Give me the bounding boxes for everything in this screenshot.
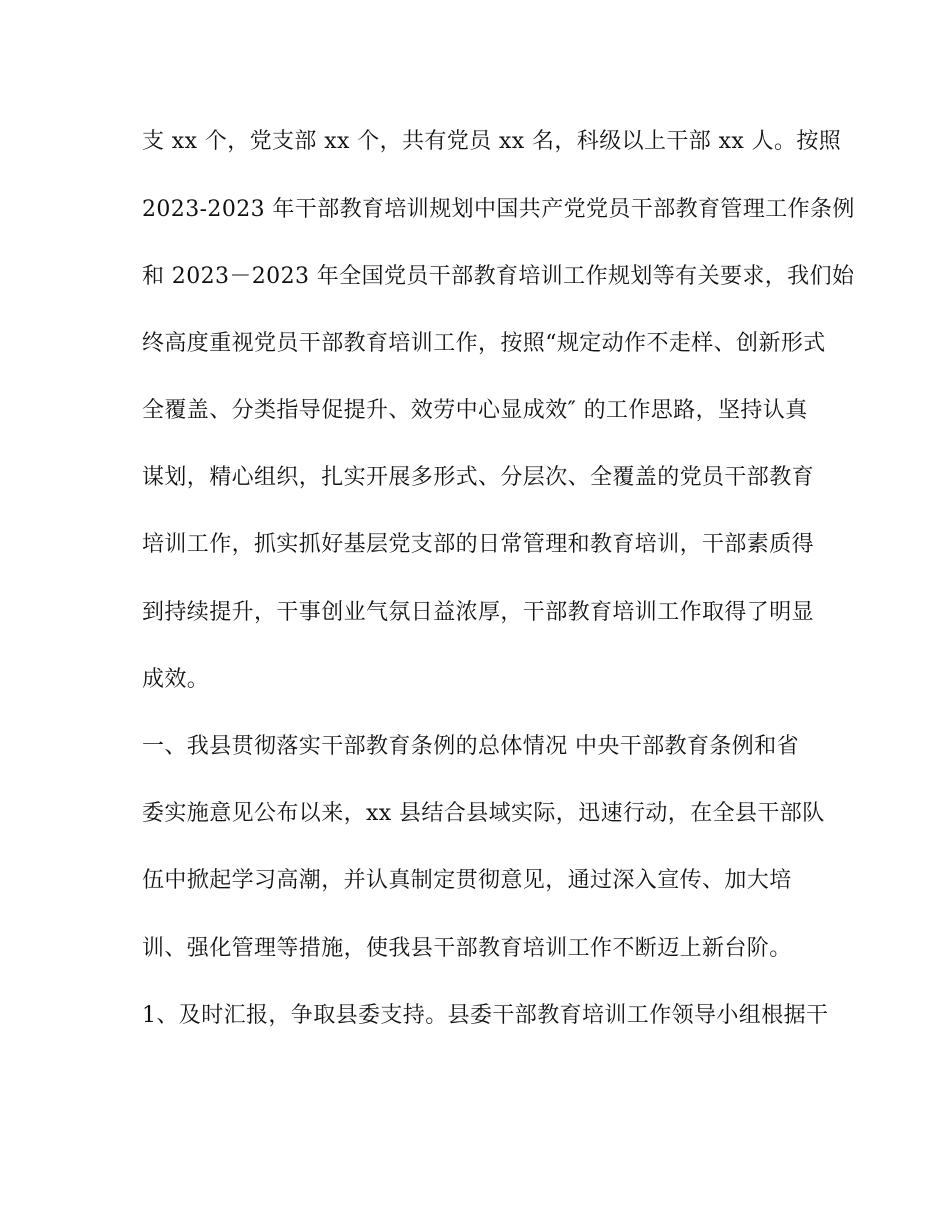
text-line-2: 2023-2023 年干部教育培训规划中国共产党党员干部教育管理工作条例 [142, 197, 855, 222]
text-line-9: 成效。 [142, 667, 210, 692]
text-line-1: 支 xx 个，党支部 xx 个，共有党员 xx 名，科级以上干部 xx 人。按照 [142, 129, 842, 154]
text-line-14: 1、及时汇报，争取县委支持。县委干部教育培训工作领导小组根据干 [142, 1003, 829, 1028]
text-line-8: 到持续提升，干事创业气氛日益浓厚，干部教育培训工作取得了明显 [142, 600, 815, 625]
text-line-7: 培训工作，抓实抓好基层党支部的日常管理和教育培训，干部素质得 [142, 532, 815, 557]
section-heading-line: 一、我县贯彻落实干部教育条例的总体情况 中央干部教育条例和省 [142, 734, 799, 759]
text-line-4: 终高度重视党员干部教育培训工作，按照“规定动作不走样、创新形式 [142, 331, 826, 356]
text-line-6: 谋划，精心组织，扎实开展多形式、分层次、全覆盖的党员干部教育 [142, 465, 815, 490]
text-line-13: 训、强化管理等措施，使我县干部教育培训工作不断迈上新台阶。 [142, 936, 792, 961]
text-line-5: 全覆盖、分类指导促提升、效劳中心显成效″ 的工作思路，坚持认真 [142, 398, 808, 423]
text-line-11: 委实施意见公布以来，xx 县结合县域实际，迅速行动，在全县干部队 [142, 801, 825, 826]
text-line-3: 和 2023－2023 年全国党员干部教育培训工作规划等有关要求，我们始 [142, 264, 855, 289]
text-line-12: 伍中掀起学习高潮，并认真制定贯彻意见，通过深入宣传、加大培 [142, 868, 792, 893]
